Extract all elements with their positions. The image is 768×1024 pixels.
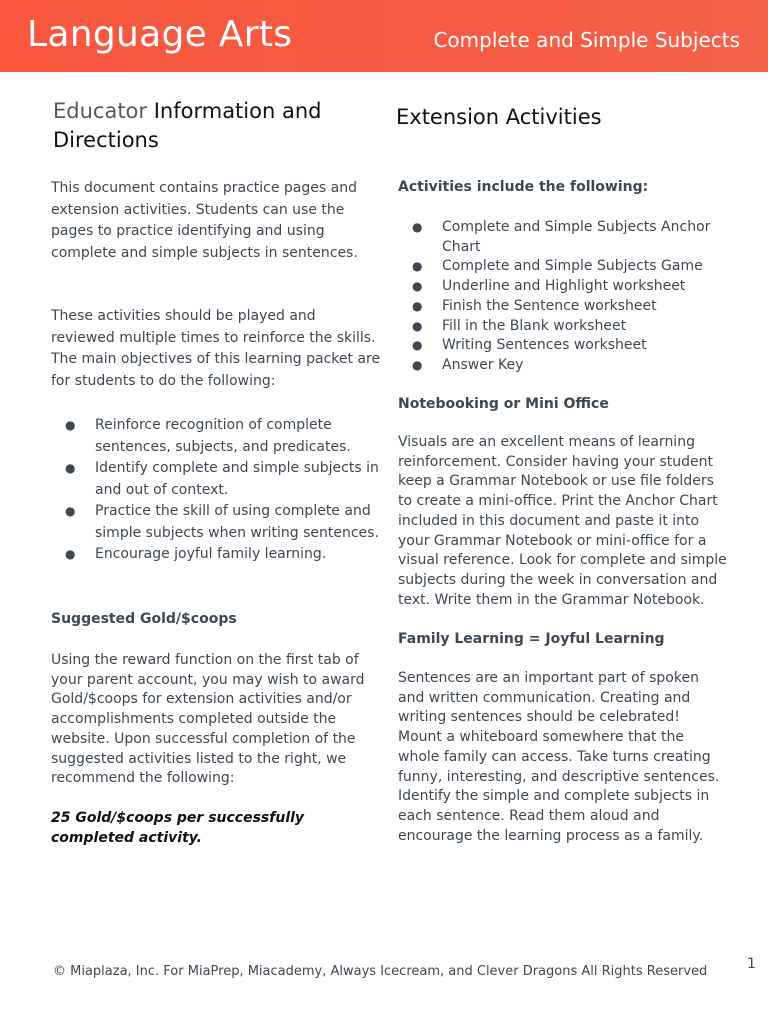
educator-heading-rest: Information and (147, 99, 322, 123)
list-item (398, 297, 728, 317)
footer-copyright: © Miaplaza, Inc. For MiaPrep, Miacademy, Always Icecream, and Clever Dragons All Rights Reserved (53, 964, 708, 979)
list-item-text: Finish the Sentence worksheet (442, 297, 657, 314)
list-item (51, 501, 381, 544)
extension-heading: Extension Activities (396, 105, 602, 129)
family-paragraph: Sentences are an important part of spoken and written communication. Creating and writing sentences should be celebrated! Mount a whiteboard somewhere that the whole family can access. Take turns creating funny, interesting, and descriptive sentences. Identify the simple and complete subjects in each sentence. Read them aloud and encourage the learning process as a family. (398, 670, 720, 844)
list-item (398, 257, 728, 277)
bullet-icon: ● (412, 220, 423, 234)
list-item-text: Answer Key (442, 356, 524, 373)
header-brand-title: Language Arts (27, 14, 293, 55)
list-item-text: Identify complete and simple subjects in and out of context. (95, 460, 379, 498)
list-item (51, 458, 381, 501)
list-item (398, 356, 728, 376)
bullet-icon: ● (65, 461, 76, 475)
list-item (398, 317, 728, 337)
page-header (0, 0, 768, 72)
list-item-text: Complete and Simple Subjects Game (442, 258, 703, 275)
bullet-icon: ● (65, 418, 76, 432)
list-item-text: Writing Sentences worksheet (442, 337, 647, 354)
bullet-icon: ● (412, 259, 423, 274)
list-item-text: Encourage joyful family learning. (95, 546, 327, 562)
bullet-icon: ● (65, 504, 76, 518)
list-item (398, 277, 728, 297)
activities-heading: Activities include the following: (398, 179, 649, 195)
header-subject-title: Complete and Simple Subjects (433, 28, 740, 52)
list-item-text: Complete and Simple Subjects Anchor Chart (442, 219, 711, 255)
list-item (51, 544, 381, 566)
page-number: 1 (747, 956, 756, 972)
gold-award-text: 25 Gold/$coops per successfully completed activity. (51, 810, 305, 846)
bullet-icon: ● (412, 357, 423, 372)
educator-heading (53, 97, 373, 155)
objectives-paragraph: These activities should be played and reviewed multiple times to reinforce the skills. The main objectives of this learning packet are for students to do the following: (51, 308, 381, 389)
bullet-icon: ● (412, 279, 423, 294)
bullet-icon: ● (412, 338, 423, 353)
list-item-text: Practice the skill of using complete and simple subjects when writing sentences. (95, 503, 379, 541)
list-item (398, 218, 728, 257)
family-heading: Family Learning = Joyful Learning (398, 631, 665, 647)
notebook-paragraph: Visuals are an excellent means of learning reinforcement. Consider having your student keep a Grammar Notebook or use file folders to create a mini-office. Print the Anchor Chart included in this document and paste it into your Grammar Notebook or mini-office for a visual reference. Look for complete and simple subjects during the week in conversation and text. Write them in the Grammar Notebook. (398, 434, 727, 608)
educator-heading-line2: Directions (53, 128, 159, 152)
list-item-text: Reinforce recognition of complete sentences, subjects, and predicates. (95, 417, 351, 455)
activities-list (398, 218, 728, 376)
gold-paragraph: Using the reward function on the first tab of your parent account, you may wish to award Gold/$coops for extension activities and/or accomplishments completed outside the website. Upon successful completion of the suggested activities listed to the right, we recommend the following: (51, 652, 365, 787)
bullet-icon: ● (412, 318, 423, 333)
list-item (51, 415, 381, 458)
bullet-icon: ● (412, 298, 423, 313)
intro-paragraph: This document contains practice pages and extension activities. Students can use the pages to practice identifying and using complete and simple subjects in sentences. (51, 180, 358, 261)
notebook-heading: Notebooking or Mini Office (398, 396, 609, 412)
objectives-list (51, 415, 381, 566)
gold-heading: Suggested Gold/$coops (51, 611, 237, 627)
bullet-icon: ● (65, 547, 76, 561)
list-item-text: Underline and Highlight worksheet (442, 278, 686, 295)
educator-heading-accent: Educator (53, 99, 148, 123)
list-item (398, 336, 728, 356)
list-item-text: Fill in the Blank worksheet (442, 317, 627, 334)
